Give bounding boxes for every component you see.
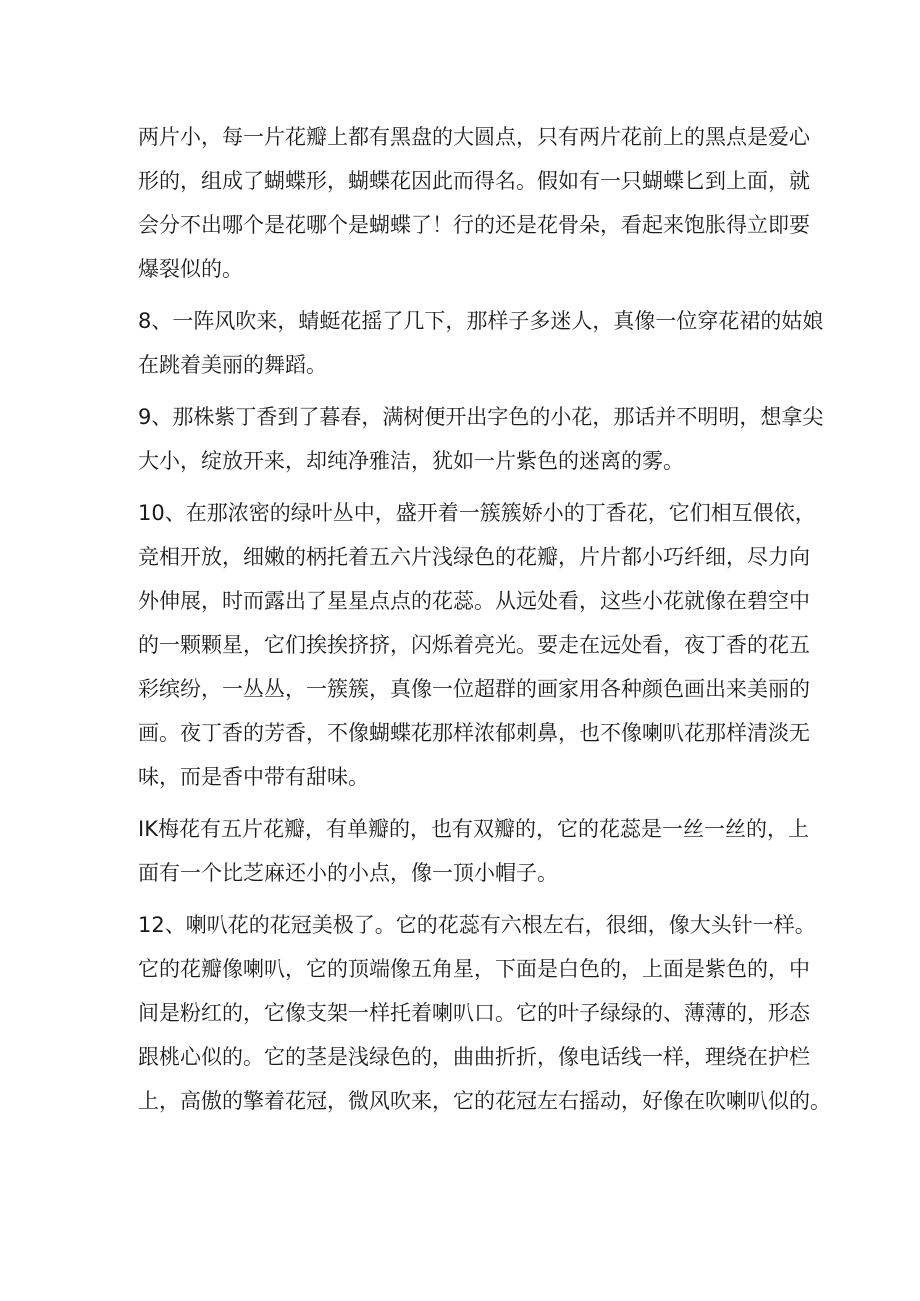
- text-line: 它的花瓣像喇叭，它的顶端像五角星，下面是白色的，上面是紫色的，中: [138, 957, 810, 981]
- text-line: 会分不出哪个是花哪个是蝴蝶了！行的还是花骨朵，看起来饱胀得立即要: [138, 213, 810, 237]
- text-line: IK梅花有五片花瓣，有单瓣的，也有双瓣的，它的花蕊是一丝一丝的，上: [138, 817, 809, 841]
- text-line: 两片小，每一片花瓣上都有黑盘的大圆点，只有两片花前上的黑点是爱心: [138, 125, 810, 149]
- text-line: 形的，组成了蝴蝶形，蝴蝶花因此而得名。假如有一只蝴蝶匕到上面，就: [138, 169, 810, 193]
- paragraph-11: [138, 807, 809, 895]
- text-line: 外伸展，时而露出了星星点点的花蕊。从远处看，这些小花就像在碧空中: [138, 589, 810, 613]
- paragraph-8: [138, 299, 824, 387]
- text-line: 在跳着美丽的舞蹈。: [138, 353, 327, 377]
- text-line: 彩缤纷，一丛丛，一簇簇，真像一位超群的画家用各种颜色画出来美丽的: [138, 677, 810, 701]
- text-line: 8、一阵风吹来，蜻蜓花摇了几下，那样子多迷人，真像一位穿花裙的姑娘: [138, 309, 824, 333]
- text-line: 爆裂似的。: [138, 257, 243, 281]
- paragraph-10: [138, 491, 816, 799]
- text-line: 大小，绽放开来，却纯净雅洁，犹如一片紫色的迷离的雾。: [138, 449, 684, 473]
- text-line: 的一颗颗星，它们挨挨挤挤，闪烁着亮光。要走在远处看，夜丁香的花五: [138, 633, 810, 657]
- text-line: 味，而是香中带有甜味。: [138, 765, 369, 789]
- text-line: 竞相开放，细嫩的柄托着五六片浅绿色的花瓣，片片都小巧纤细，尽力向: [138, 545, 810, 569]
- text-line: 面有一个比芝麻还小的小点，像一顶小帽子。: [138, 861, 558, 885]
- document-body: [138, 115, 831, 1123]
- paragraph-7-continued: [138, 115, 810, 291]
- text-line: 上，高傲的擎着花冠，微风吹来，它的花冠左右摇动，好像在吹喇叭似的。: [138, 1089, 831, 1113]
- text-line: 间是粉红的，它像支架一样托着喇叭口。它的叶子绿绿的、薄薄的，形态: [138, 1001, 810, 1025]
- text-line: 10、在那浓密的绿叶丛中，盛开着一簇簇娇小的丁香花，它们相互偎依，: [138, 501, 816, 525]
- text-line: 12、喇叭花的花冠美极了。它的花蕊有六根左右，很细，像大头针一样。: [138, 913, 816, 937]
- text-line: 跟桃心似的。它的茎是浅绿色的，曲曲折折，像电话线一样，理绕在护栏: [138, 1045, 810, 1069]
- text-line: 9、那株紫丁香到了暮春，满树便开出字色的小花，那话并不明明，想拿尖: [138, 405, 824, 429]
- text-line: 画。夜丁香的芳香，不像蝴蝶花那样浓郁刺鼻，也不像喇叭花那样清淡无: [138, 721, 810, 745]
- paragraph-9: [138, 395, 824, 483]
- paragraph-12: [138, 903, 831, 1123]
